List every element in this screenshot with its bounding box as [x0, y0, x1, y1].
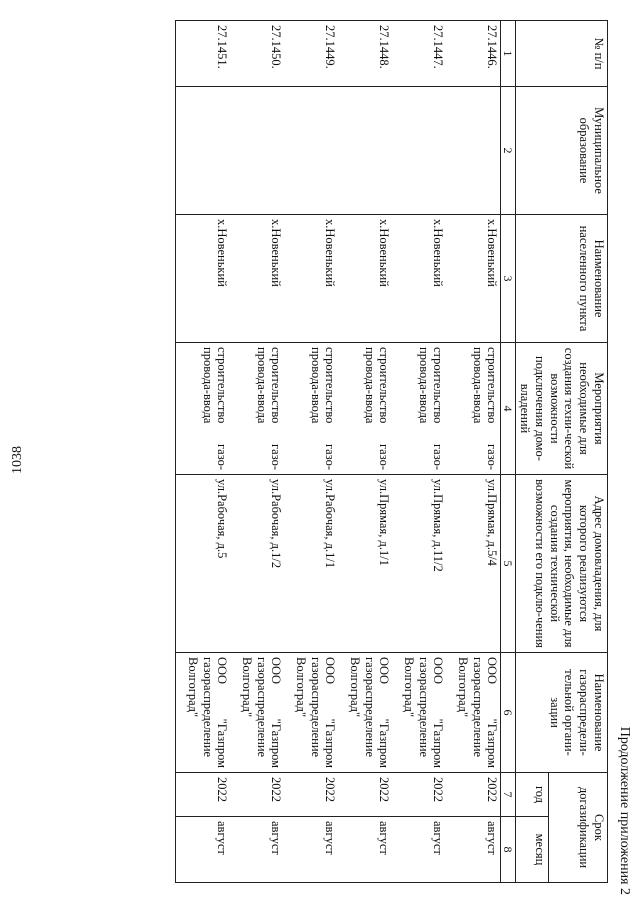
org-line: газораспределение — [362, 657, 377, 758]
measure-line: провода-ввода — [200, 347, 215, 424]
table-header — [501, 21, 608, 883]
cell-address: ул.Рабочая, д.1/2 — [231, 475, 285, 653]
measure-line: провода-ввода — [254, 347, 269, 424]
org-line: Волгоград" — [456, 657, 470, 718]
cell-municipality — [231, 87, 285, 215]
org-line: ООО "Газпром — [215, 657, 230, 768]
cell-measures — [176, 343, 231, 475]
org-line: ООО "Газпром — [485, 657, 500, 768]
cell-municipality — [447, 87, 502, 215]
measure-line: строительство газо- — [323, 347, 338, 470]
org-line: газораспределение — [254, 657, 269, 758]
header-month: месяц — [516, 817, 548, 883]
cell-settlement: х.Новенький — [393, 215, 447, 343]
cell-settlement: х.Новенький — [447, 215, 502, 343]
header-year: год — [516, 773, 548, 817]
cell-year: 2022 — [176, 773, 231, 817]
table-body — [176, 21, 501, 883]
table-row — [285, 21, 339, 883]
org-line: газораспределение — [308, 657, 323, 758]
cell-municipality — [393, 87, 447, 215]
column-number-row — [501, 21, 516, 883]
cell-municipality — [285, 87, 339, 215]
header-num: № п/п — [516, 21, 608, 87]
cell-address: ул.Прямая, д.5/4 — [447, 475, 502, 653]
cell-measures — [447, 343, 502, 475]
column-number: 2 — [501, 87, 516, 215]
appendix-title: Продолжение приложения 2 — [617, 726, 632, 895]
table-row — [231, 21, 285, 883]
org-line: Волгоград" — [348, 657, 362, 718]
header-deadline: Срок догазификации — [548, 773, 607, 883]
measure-line: строительство газо- — [269, 347, 284, 470]
cell-month: август — [231, 817, 285, 883]
column-number: 8 — [501, 817, 516, 883]
org-line: Волгоград" — [294, 657, 308, 718]
gasification-table — [176, 20, 609, 883]
measure-line: строительство газо- — [377, 347, 392, 470]
page-number-text: 1038 — [10, 446, 25, 474]
cell-address: ул.Рабочая, д.1/1 — [285, 475, 339, 653]
header-measures: Мероприятия необходимые для создания техни-ческой возможности подключения домо-владений — [516, 343, 608, 475]
cell-year: 2022 — [393, 773, 447, 817]
column-number: 7 — [501, 773, 516, 817]
table-row — [339, 21, 393, 883]
cell-org — [285, 653, 339, 773]
cell-num: 27.1450. — [231, 21, 285, 87]
cell-settlement: х.Новенький — [339, 215, 393, 343]
column-number: 3 — [501, 215, 516, 343]
column-number: 4 — [501, 343, 516, 475]
cell-num: 27.1446. — [447, 21, 502, 87]
cell-year: 2022 — [231, 773, 285, 817]
cell-year: 2022 — [339, 773, 393, 817]
cell-settlement: х.Новенький — [231, 215, 285, 343]
org-line: ООО "Газпром — [431, 657, 446, 768]
measure-line: провода-ввода — [470, 347, 485, 424]
header-org: Наименование газораспредели-тельной органи-зации — [516, 653, 608, 773]
org-line: ООО "Газпром — [323, 657, 338, 768]
cell-measures — [285, 343, 339, 475]
cell-municipality — [339, 87, 393, 215]
org-line: Волгоград" — [402, 657, 416, 718]
cell-num: 27.1448. — [339, 21, 393, 87]
cell-org — [231, 653, 285, 773]
measure-line: строительство газо- — [215, 347, 230, 470]
cell-org — [176, 653, 231, 773]
cell-month: август — [339, 817, 393, 883]
table-row — [176, 21, 231, 883]
org-line: газораспределение — [416, 657, 431, 758]
org-line: ООО "Газпром — [269, 657, 284, 768]
org-line: ООО "Газпром — [377, 657, 392, 768]
cell-measures — [339, 343, 393, 475]
cell-org — [393, 653, 447, 773]
org-line: Волгоград" — [240, 657, 254, 718]
table-row — [447, 21, 502, 883]
org-line: Волгоград" — [186, 657, 200, 718]
cell-org — [339, 653, 393, 773]
cell-num: 27.1447. — [393, 21, 447, 87]
measure-line: строительство газо- — [485, 347, 500, 470]
cell-measures — [231, 343, 285, 475]
column-number: 6 — [501, 653, 516, 773]
header-municipality: Муниципальное образование — [516, 87, 608, 215]
table-row — [393, 21, 447, 883]
cell-settlement: х.Новенький — [176, 215, 231, 343]
org-line: газораспределение — [200, 657, 215, 758]
org-line: газораспределение — [470, 657, 485, 758]
cell-year: 2022 — [285, 773, 339, 817]
cell-settlement: х.Новенький — [285, 215, 339, 343]
cell-municipality — [176, 87, 231, 215]
cell-month: август — [285, 817, 339, 883]
cell-address: ул.Рабочая, д.5 — [176, 475, 231, 653]
measure-line: провода-ввода — [308, 347, 323, 424]
measure-line: провода-ввода — [362, 347, 377, 424]
column-number: 5 — [501, 475, 516, 653]
cell-org — [447, 653, 502, 773]
cell-month: август — [393, 817, 447, 883]
cell-year: 2022 — [447, 773, 502, 817]
cell-address: ул.Прямая, д.1/1 — [339, 475, 393, 653]
header-settlement: Наименование населенного пункта — [516, 215, 608, 343]
cell-measures — [393, 343, 447, 475]
cell-num: 27.1449. — [285, 21, 339, 87]
cell-address: ул.Прямая, д.11/2 — [393, 475, 447, 653]
measure-line: провода-ввода — [416, 347, 431, 424]
cell-num: 27.1451. — [176, 21, 231, 87]
measure-line: строительство газо- — [431, 347, 446, 470]
cell-month: август — [447, 817, 502, 883]
header-address: Адрес домовладения, для которого реализуются мероприятия, необходимые для создания технической возможности его подклю-чения — [516, 475, 608, 653]
column-number: 1 — [501, 21, 516, 87]
cell-month: август — [176, 817, 231, 883]
